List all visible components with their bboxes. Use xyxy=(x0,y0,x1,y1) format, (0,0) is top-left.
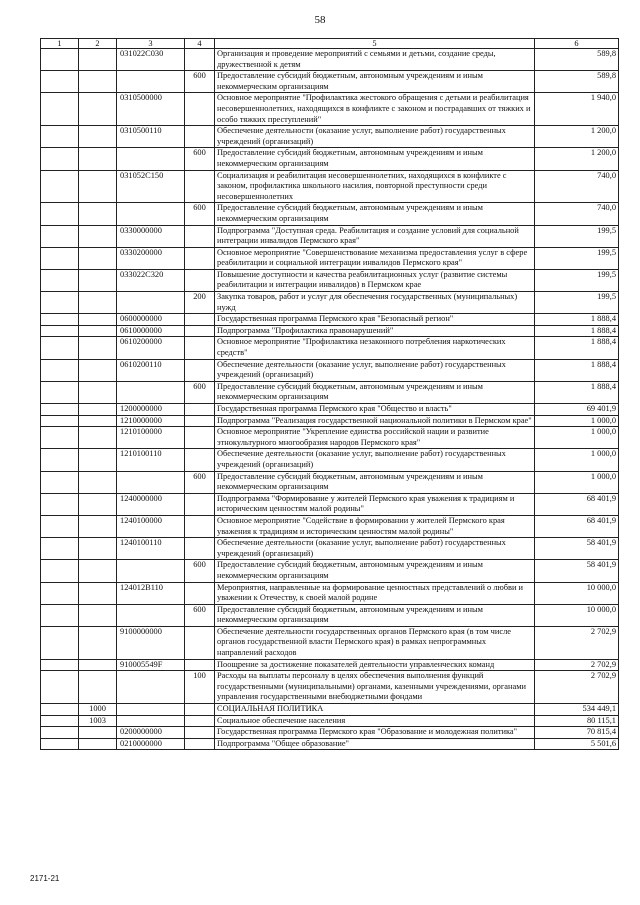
cell-expense-type xyxy=(185,49,215,71)
budget-table xyxy=(40,38,619,750)
cell-subsection xyxy=(79,269,117,291)
cell-description: Основное мероприятие "Укрепление единства российской нации и развитие этнокультурного многообразия народов Пермского края" xyxy=(215,427,535,449)
cell-target-code xyxy=(117,671,185,704)
cell-target-code xyxy=(117,471,185,493)
cell-section xyxy=(41,515,79,537)
table-row xyxy=(41,738,619,750)
cell-expense-type: 100 xyxy=(185,671,215,704)
cell-target-code: 1240100000 xyxy=(117,515,185,537)
cell-subsection xyxy=(79,49,117,71)
cell-amount: 1 200,0 xyxy=(535,148,619,170)
cell-section xyxy=(41,538,79,560)
cell-expense-type xyxy=(185,582,215,604)
cell-expense-type xyxy=(185,269,215,291)
cell-amount: 80 115,1 xyxy=(535,715,619,727)
cell-amount: 1 000,0 xyxy=(535,415,619,427)
table-row xyxy=(41,292,619,314)
cell-section xyxy=(41,93,79,126)
table-row xyxy=(41,715,619,727)
cell-section xyxy=(41,449,79,471)
table-row xyxy=(41,493,619,515)
cell-section xyxy=(41,170,79,203)
cell-target-code: 124012В110 xyxy=(117,582,185,604)
cell-description: Поощрение за достижение показателей деятельности управленческих команд xyxy=(215,659,535,671)
cell-section xyxy=(41,404,79,416)
cell-description: СОЦИАЛЬНАЯ ПОЛИТИКА xyxy=(215,704,535,716)
cell-description: Основное мероприятие "Профилактика незаконного потребления наркотических средств" xyxy=(215,337,535,359)
cell-amount: 534 449,1 xyxy=(535,704,619,716)
cell-subsection xyxy=(79,515,117,537)
cell-section xyxy=(41,203,79,225)
cell-expense-type xyxy=(185,314,215,326)
cell-description: Основное мероприятие "Содействие в формировании у жителей Пермского края уважения к традициям и историческим ценностям малой родины" xyxy=(215,515,535,537)
cell-amount: 1 888,4 xyxy=(535,314,619,326)
cell-target-code xyxy=(117,381,185,403)
cell-description: Предоставление субсидий бюджетным, автономным учреждениям и иным некоммерческим организациям xyxy=(215,381,535,403)
cell-description: Предоставление субсидий бюджетным, автономным учреждениям и иным некоммерческим организациям xyxy=(215,203,535,225)
cell-subsection xyxy=(79,126,117,148)
cell-target-code xyxy=(117,604,185,626)
table-row xyxy=(41,727,619,739)
cell-amount: 2 702,9 xyxy=(535,671,619,704)
cell-target-code xyxy=(117,715,185,727)
header-col-6: 6 xyxy=(535,39,619,49)
cell-description: Обеспечение деятельности (оказание услуг, выполнение работ) государственных учреждений (организаций) xyxy=(215,449,535,471)
table-row xyxy=(41,247,619,269)
cell-amount: 589,8 xyxy=(535,49,619,71)
table-row xyxy=(41,49,619,71)
header-col-5: 5 xyxy=(215,39,535,49)
table-row xyxy=(41,404,619,416)
table-row xyxy=(41,314,619,326)
cell-subsection xyxy=(79,604,117,626)
cell-description: Обеспечение деятельности государственных органов Пермского края (в том числе органов государственной власти Пермского края) в рамках непрограммных направлений расходов xyxy=(215,626,535,659)
table-row xyxy=(41,582,619,604)
cell-section xyxy=(41,337,79,359)
cell-subsection xyxy=(79,325,117,337)
cell-expense-type xyxy=(185,325,215,337)
table-row xyxy=(41,269,619,291)
cell-amount: 199,5 xyxy=(535,269,619,291)
cell-description: Подпрограмма "Формирование у жителей Пермского края уважения к традициям и историческим ценностям малой родины" xyxy=(215,493,535,515)
cell-subsection xyxy=(79,671,117,704)
cell-subsection xyxy=(79,738,117,750)
cell-description: Подпрограмма "Доступная среда. Реабилитация и создание условий для социальной интеграции инвалидов Пермского края" xyxy=(215,225,535,247)
cell-description: Социализация и реабилитация несовершеннолетних, находящихся в конфликте с законом, профилактика школьного насилия, повторной преступности среди несовершеннолетних xyxy=(215,170,535,203)
table-row xyxy=(41,560,619,582)
table-row xyxy=(41,126,619,148)
cell-target-code: 9100000000 xyxy=(117,626,185,659)
cell-expense-type xyxy=(185,170,215,203)
cell-description: Расходы на выплаты персоналу в целях обеспечения выполнения функций государственными (муниципальными) органами, казенными учреждениями, органами управления государственными внебюджетными фондами xyxy=(215,671,535,704)
cell-description: Государственная программа Пермского края "Общество и власть" xyxy=(215,404,535,416)
cell-amount: 10 000,0 xyxy=(535,582,619,604)
cell-section xyxy=(41,292,79,314)
cell-amount: 1 000,0 xyxy=(535,427,619,449)
cell-expense-type xyxy=(185,415,215,427)
table-row xyxy=(41,671,619,704)
cell-amount: 68 401,9 xyxy=(535,515,619,537)
cell-target-code: 0610200000 xyxy=(117,337,185,359)
cell-subsection xyxy=(79,93,117,126)
cell-section xyxy=(41,269,79,291)
cell-section xyxy=(41,626,79,659)
cell-expense-type xyxy=(185,704,215,716)
table-row xyxy=(41,325,619,337)
cell-target-code: 1210000000 xyxy=(117,415,185,427)
cell-subsection: 1000 xyxy=(79,704,117,716)
cell-target-code: 0210000000 xyxy=(117,738,185,750)
cell-amount: 1 940,0 xyxy=(535,93,619,126)
cell-subsection xyxy=(79,292,117,314)
cell-expense-type xyxy=(185,225,215,247)
cell-target-code xyxy=(117,71,185,93)
cell-subsection xyxy=(79,427,117,449)
cell-amount: 199,5 xyxy=(535,225,619,247)
cell-description: Обеспечение деятельности (оказание услуг, выполнение работ) государственных учреждений (организаций) xyxy=(215,538,535,560)
table-row xyxy=(41,515,619,537)
table-row xyxy=(41,471,619,493)
table-row xyxy=(41,626,619,659)
cell-section xyxy=(41,671,79,704)
cell-description: Предоставление субсидий бюджетным, автономным учреждениям и иным некоммерческим организациям xyxy=(215,471,535,493)
table-row xyxy=(41,71,619,93)
cell-description: Государственная программа Пермского края "Образование и молодежная политика" xyxy=(215,727,535,739)
cell-amount: 68 401,9 xyxy=(535,493,619,515)
cell-description: Обеспечение деятельности (оказание услуг, выполнение работ) государственных учреждений (организаций) xyxy=(215,126,535,148)
cell-subsection xyxy=(79,560,117,582)
cell-subsection xyxy=(79,359,117,381)
cell-target-code: 1210100110 xyxy=(117,449,185,471)
cell-target-code: 0330000000 xyxy=(117,225,185,247)
cell-description: Основное мероприятие "Совершенствование механизма предоставления услуг в сфере реабилитации и социальной интеграции инвалидов Пермского края" xyxy=(215,247,535,269)
cell-expense-type xyxy=(185,727,215,739)
cell-section xyxy=(41,314,79,326)
cell-target-code: 0330200000 xyxy=(117,247,185,269)
cell-section xyxy=(41,471,79,493)
cell-target-code: 0600000000 xyxy=(117,314,185,326)
cell-section xyxy=(41,704,79,716)
cell-amount: 1 888,4 xyxy=(535,337,619,359)
cell-target-code: 1200000000 xyxy=(117,404,185,416)
cell-description: Предоставление субсидий бюджетным, автономным учреждениям и иным некоммерческим организациям xyxy=(215,560,535,582)
cell-description: Обеспечение деятельности (оказание услуг, выполнение работ) государственных учреждений (организаций) xyxy=(215,359,535,381)
cell-subsection xyxy=(79,381,117,403)
cell-target-code: 031052С150 xyxy=(117,170,185,203)
cell-target-code: 033022С320 xyxy=(117,269,185,291)
cell-amount: 10 000,0 xyxy=(535,604,619,626)
cell-expense-type xyxy=(185,247,215,269)
table-row xyxy=(41,148,619,170)
cell-description: Государственная программа Пермского края "Безопасный регион" xyxy=(215,314,535,326)
cell-expense-type xyxy=(185,493,215,515)
cell-target-code: 1240100110 xyxy=(117,538,185,560)
table-row xyxy=(41,659,619,671)
cell-subsection xyxy=(79,471,117,493)
table-row xyxy=(41,170,619,203)
cell-section xyxy=(41,427,79,449)
cell-expense-type xyxy=(185,359,215,381)
cell-section xyxy=(41,71,79,93)
cell-amount: 58 401,9 xyxy=(535,560,619,582)
cell-target-code xyxy=(117,292,185,314)
cell-amount: 1 200,0 xyxy=(535,126,619,148)
cell-expense-type: 600 xyxy=(185,381,215,403)
cell-description: Подпрограмма "Общее образование" xyxy=(215,738,535,750)
cell-description: Предоставление субсидий бюджетным, автономным учреждениям и иным некоммерческим организациям xyxy=(215,71,535,93)
cell-expense-type: 600 xyxy=(185,560,215,582)
cell-subsection xyxy=(79,71,117,93)
cell-target-code xyxy=(117,704,185,716)
cell-amount: 589,8 xyxy=(535,71,619,93)
cell-target-code: 031022C030 xyxy=(117,49,185,71)
cell-amount: 740,0 xyxy=(535,203,619,225)
cell-subsection xyxy=(79,538,117,560)
cell-section xyxy=(41,126,79,148)
cell-target-code: 910005549F xyxy=(117,659,185,671)
cell-target-code: 0310500110 xyxy=(117,126,185,148)
cell-target-code: 0310500000 xyxy=(117,93,185,126)
cell-target-code: 1240000000 xyxy=(117,493,185,515)
cell-target-code: 0610000000 xyxy=(117,325,185,337)
cell-expense-type: 600 xyxy=(185,203,215,225)
cell-amount: 2 702,9 xyxy=(535,659,619,671)
cell-section xyxy=(41,359,79,381)
cell-amount: 2 702,9 xyxy=(535,626,619,659)
cell-section xyxy=(41,727,79,739)
cell-expense-type xyxy=(185,715,215,727)
cell-section xyxy=(41,604,79,626)
cell-subsection xyxy=(79,203,117,225)
cell-target-code xyxy=(117,203,185,225)
cell-amount: 5 501,6 xyxy=(535,738,619,750)
cell-subsection xyxy=(79,582,117,604)
cell-expense-type xyxy=(185,626,215,659)
cell-amount: 1 888,4 xyxy=(535,325,619,337)
cell-expense-type xyxy=(185,538,215,560)
cell-subsection xyxy=(79,727,117,739)
cell-expense-type xyxy=(185,337,215,359)
cell-target-code: 0610200110 xyxy=(117,359,185,381)
cell-section xyxy=(41,325,79,337)
cell-section xyxy=(41,247,79,269)
cell-description: Закупка товаров, работ и услуг для обеспечения государственных (муниципальных) нужд xyxy=(215,292,535,314)
cell-amount: 1 000,0 xyxy=(535,449,619,471)
cell-description: Организация и проведение мероприятий с семьями и детьми, создание среды, дружественной к детям xyxy=(215,49,535,71)
table-header-row xyxy=(41,39,619,49)
cell-expense-type xyxy=(185,659,215,671)
cell-section xyxy=(41,659,79,671)
cell-target-code xyxy=(117,560,185,582)
header-col-1: 1 xyxy=(41,39,79,49)
cell-description: Предоставление субсидий бюджетным, автономным учреждениям и иным некоммерческим организациям xyxy=(215,604,535,626)
cell-amount: 1 888,4 xyxy=(535,381,619,403)
cell-amount: 199,5 xyxy=(535,292,619,314)
cell-amount: 740,0 xyxy=(535,170,619,203)
cell-amount: 58 401,9 xyxy=(535,538,619,560)
cell-section xyxy=(41,738,79,750)
table-row xyxy=(41,538,619,560)
table-row xyxy=(41,93,619,126)
cell-amount: 1 000,0 xyxy=(535,471,619,493)
cell-amount: 1 888,4 xyxy=(535,359,619,381)
cell-subsection: 1003 xyxy=(79,715,117,727)
cell-expense-type xyxy=(185,738,215,750)
cell-expense-type xyxy=(185,515,215,537)
cell-target-code xyxy=(117,148,185,170)
cell-amount: 199,5 xyxy=(535,247,619,269)
header-col-2: 2 xyxy=(79,39,117,49)
cell-section xyxy=(41,715,79,727)
cell-section xyxy=(41,225,79,247)
table-row xyxy=(41,225,619,247)
cell-target-code: 0200000000 xyxy=(117,727,185,739)
cell-expense-type: 600 xyxy=(185,471,215,493)
cell-amount: 69 401,9 xyxy=(535,404,619,416)
cell-subsection xyxy=(79,148,117,170)
cell-amount: 70 815,4 xyxy=(535,727,619,739)
table-row xyxy=(41,449,619,471)
table-body xyxy=(41,49,619,750)
cell-description: Мероприятия, направленные на формирование ценностных представлений о любви и уважении к Отечеству, к своей малой родине xyxy=(215,582,535,604)
header-col-4: 4 xyxy=(185,39,215,49)
cell-subsection xyxy=(79,314,117,326)
table-row xyxy=(41,337,619,359)
table-row xyxy=(41,604,619,626)
cell-subsection xyxy=(79,247,117,269)
cell-subsection xyxy=(79,493,117,515)
cell-expense-type xyxy=(185,449,215,471)
cell-subsection xyxy=(79,170,117,203)
table-row xyxy=(41,381,619,403)
table-row xyxy=(41,415,619,427)
cell-expense-type: 600 xyxy=(185,71,215,93)
cell-expense-type xyxy=(185,404,215,416)
cell-expense-type xyxy=(185,126,215,148)
cell-section xyxy=(41,493,79,515)
page-number: 58 xyxy=(314,14,326,26)
cell-subsection xyxy=(79,415,117,427)
cell-section xyxy=(41,49,79,71)
cell-subsection xyxy=(79,404,117,416)
cell-section xyxy=(41,582,79,604)
cell-target-code: 1210100000 xyxy=(117,427,185,449)
cell-description: Социальное обеспечение населения xyxy=(215,715,535,727)
cell-description: Подпрограмма "Профилактика правонарушений" xyxy=(215,325,535,337)
cell-section xyxy=(41,381,79,403)
cell-expense-type: 200 xyxy=(185,292,215,314)
cell-section xyxy=(41,415,79,427)
table-row xyxy=(41,427,619,449)
document-code: 2171-21 xyxy=(30,874,60,883)
cell-expense-type: 600 xyxy=(185,604,215,626)
cell-subsection xyxy=(79,449,117,471)
cell-subsection xyxy=(79,337,117,359)
cell-expense-type: 600 xyxy=(185,148,215,170)
cell-description: Основное мероприятие "Профилактика жестокого обращения с детьми и реабилитация несовершеннолетних, находящихся в конфликте с законом и пострадавших от тяжких и особо тяжких преступлений" xyxy=(215,93,535,126)
cell-description: Предоставление субсидий бюджетным, автономным учреждениям и иным некоммерческим организациям xyxy=(215,148,535,170)
cell-subsection xyxy=(79,626,117,659)
table-row xyxy=(41,359,619,381)
cell-section xyxy=(41,148,79,170)
cell-subsection xyxy=(79,659,117,671)
cell-subsection xyxy=(79,225,117,247)
cell-expense-type xyxy=(185,427,215,449)
cell-expense-type xyxy=(185,93,215,126)
cell-description: Подпрограмма "Реализация государственной национальной политики в Пермском крае" xyxy=(215,415,535,427)
table-row xyxy=(41,704,619,716)
cell-section xyxy=(41,560,79,582)
cell-description: Повышение доступности и качества реабилитационных услуг (развитие системы реабилитации и интеграции инвалидов) в Пермском крае xyxy=(215,269,535,291)
header-col-3: 3 xyxy=(117,39,185,49)
table-row xyxy=(41,203,619,225)
